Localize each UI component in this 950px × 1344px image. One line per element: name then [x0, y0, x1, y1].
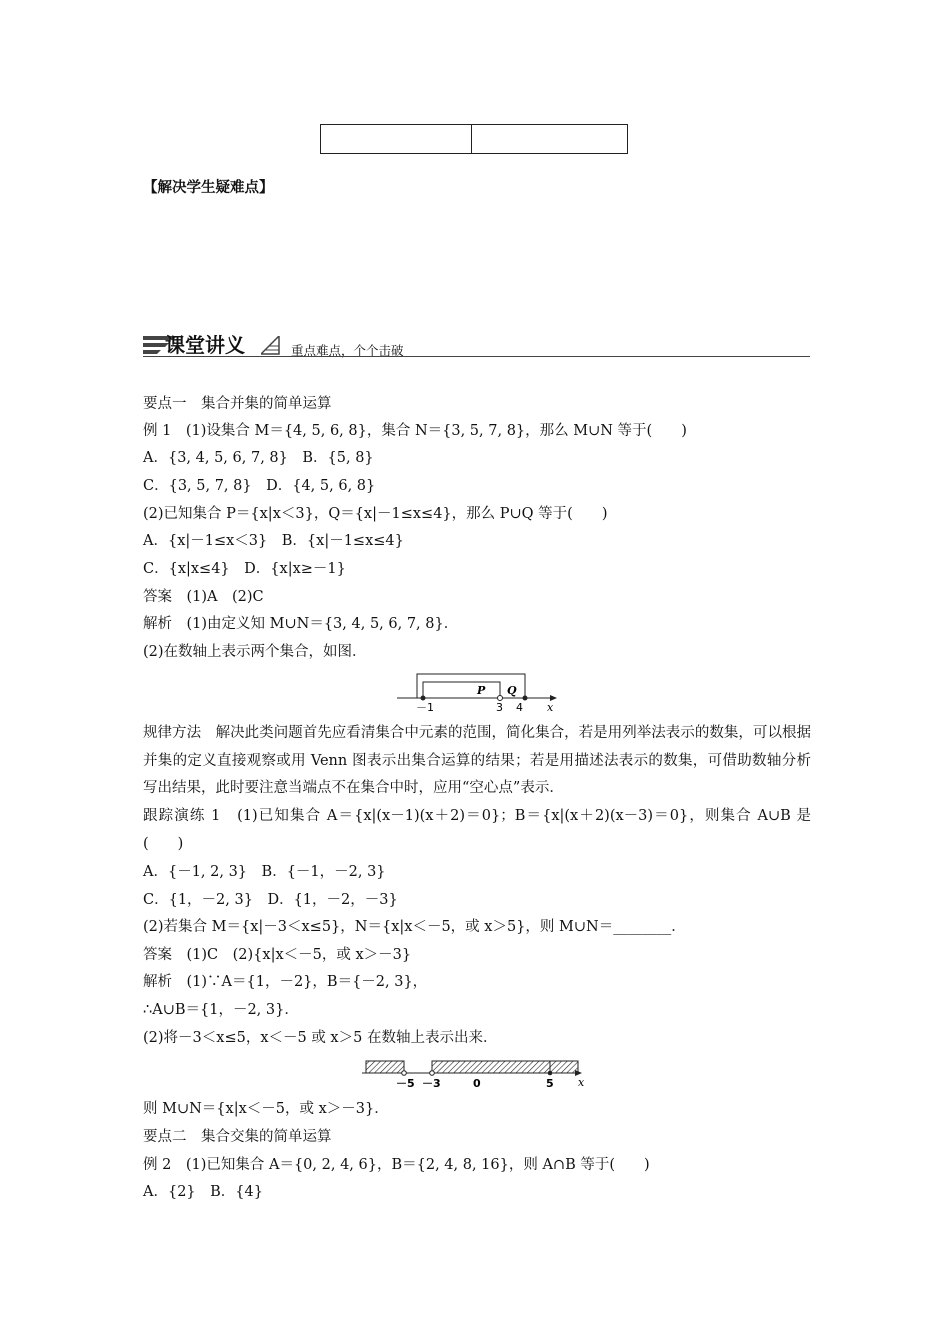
tick-label: －3 — [422, 1077, 441, 1090]
text-line: A．{3, 4, 5, 6, 7, 8} B．{5, 8} — [143, 450, 374, 466]
number-line-figure-2 — [360, 1053, 590, 1093]
method-paragraph: 规律方法 解决此类问题首先应看清集合中元素的范围，简化集合，若是用列举法表示的数集，可以根据并集的定义直接观察或用 Venn 图表示出集合运算的结果；若是用描述法表示的数集，可借助数轴分析写出结果，此时要注意当端点不在集合中时，应用“空心点”表示． — [143, 725, 811, 796]
section-heading: 【解决学生疑难点】 — [143, 179, 274, 196]
axis-label: x — [578, 1076, 585, 1089]
text-line: A．{－1, 2, 3} B．{－1，－2, 3} — [143, 864, 386, 880]
label-q: Q — [507, 684, 517, 697]
text-line: 答案 (1)A (2)C — [143, 589, 264, 605]
text-line: 例 1 (1)设集合 M＝{4, 5, 6, 8}，集合 N＝{3, 5, 7, 8}，那么 M∪N 等于( ) — [143, 423, 687, 439]
text-line: ∴A∪B＝{1，－2, 3}． — [143, 1002, 299, 1018]
text-line: (2)在数轴上表示两个集合，如图． — [143, 644, 367, 660]
table-cell-divider — [471, 125, 472, 153]
triangle-icon — [261, 336, 281, 356]
text-line: 则 M∪N＝{x|x＜－5，或 x＞－3}． — [143, 1101, 389, 1117]
tick-label: 4 — [516, 701, 523, 712]
text-line: A．{2} B．{4} — [143, 1184, 263, 1200]
tick-label: 3 — [496, 701, 503, 712]
text-line: (2)若集合 M＝{x|－3＜x≤5}，N＝{x|x＜－5，或 x＞5}，则 M∪N＝________． — [143, 919, 686, 935]
text-line: C．{1，－2, 3} D．{1，－2，－3} — [143, 892, 398, 908]
text-line: (2)将－3＜x≤5，x＜－5 或 x＞5 在数轴上表示出来． — [143, 1030, 498, 1046]
tick-label: 0 — [473, 1077, 481, 1090]
text-line: A．{x|－1≤x＜3} B．{x|－1≤x≤4} — [143, 533, 404, 549]
empty-table — [320, 124, 628, 154]
number-line-figure-1 — [395, 670, 565, 712]
text-line: 答案 (1)C (2){x|x＜－5，或 x＞－3} — [143, 947, 412, 963]
text-line: C．{3, 5, 7, 8} D．{4, 5, 6, 8} — [143, 478, 376, 494]
banner — [143, 328, 810, 360]
text-line: C．{x|x≤4} D．{x|x≥－1} — [143, 561, 346, 577]
axis-label: x — [547, 701, 554, 712]
tick-label: 5 — [546, 1077, 554, 1090]
text-line: 要点一 集合并集的简单运算 — [143, 396, 332, 412]
label-p: P — [477, 684, 486, 697]
tick-label: －1 — [416, 701, 434, 712]
banner-rule — [143, 356, 810, 357]
practice-paragraph: 跟踪演练 1 (1)已知集合 A＝{x|(x－1)(x＋2)＝0}；B＝{x|(x＋2)(x－3)＝0}，则集合 A∪B 是( ) — [143, 808, 811, 852]
tick-label: －5 — [396, 1077, 415, 1090]
text-line: (2)已知集合 P＝{x|x＜3}，Q＝{x|－1≤x≤4}，那么 P∪Q 等于( ) — [143, 506, 608, 522]
text-line: 解析 (1)由定义知 M∪N＝{3, 4, 5, 6, 7, 8}． — [143, 616, 459, 632]
text-line: 例 2 (1)已知集合 A＝{0, 2, 4, 6}，B＝{2, 4, 8, 16}，则 A∩B 等于( ) — [143, 1157, 650, 1173]
banner-title: 课堂讲义 — [165, 333, 245, 357]
text-line: 解析 (1)∵A＝{1，－2}，B＝{－2, 3}， — [143, 974, 428, 990]
text-line: 要点二 集合交集的简单运算 — [143, 1129, 332, 1145]
banner-subtitle: 重点难点，个个击破 — [291, 343, 404, 358]
